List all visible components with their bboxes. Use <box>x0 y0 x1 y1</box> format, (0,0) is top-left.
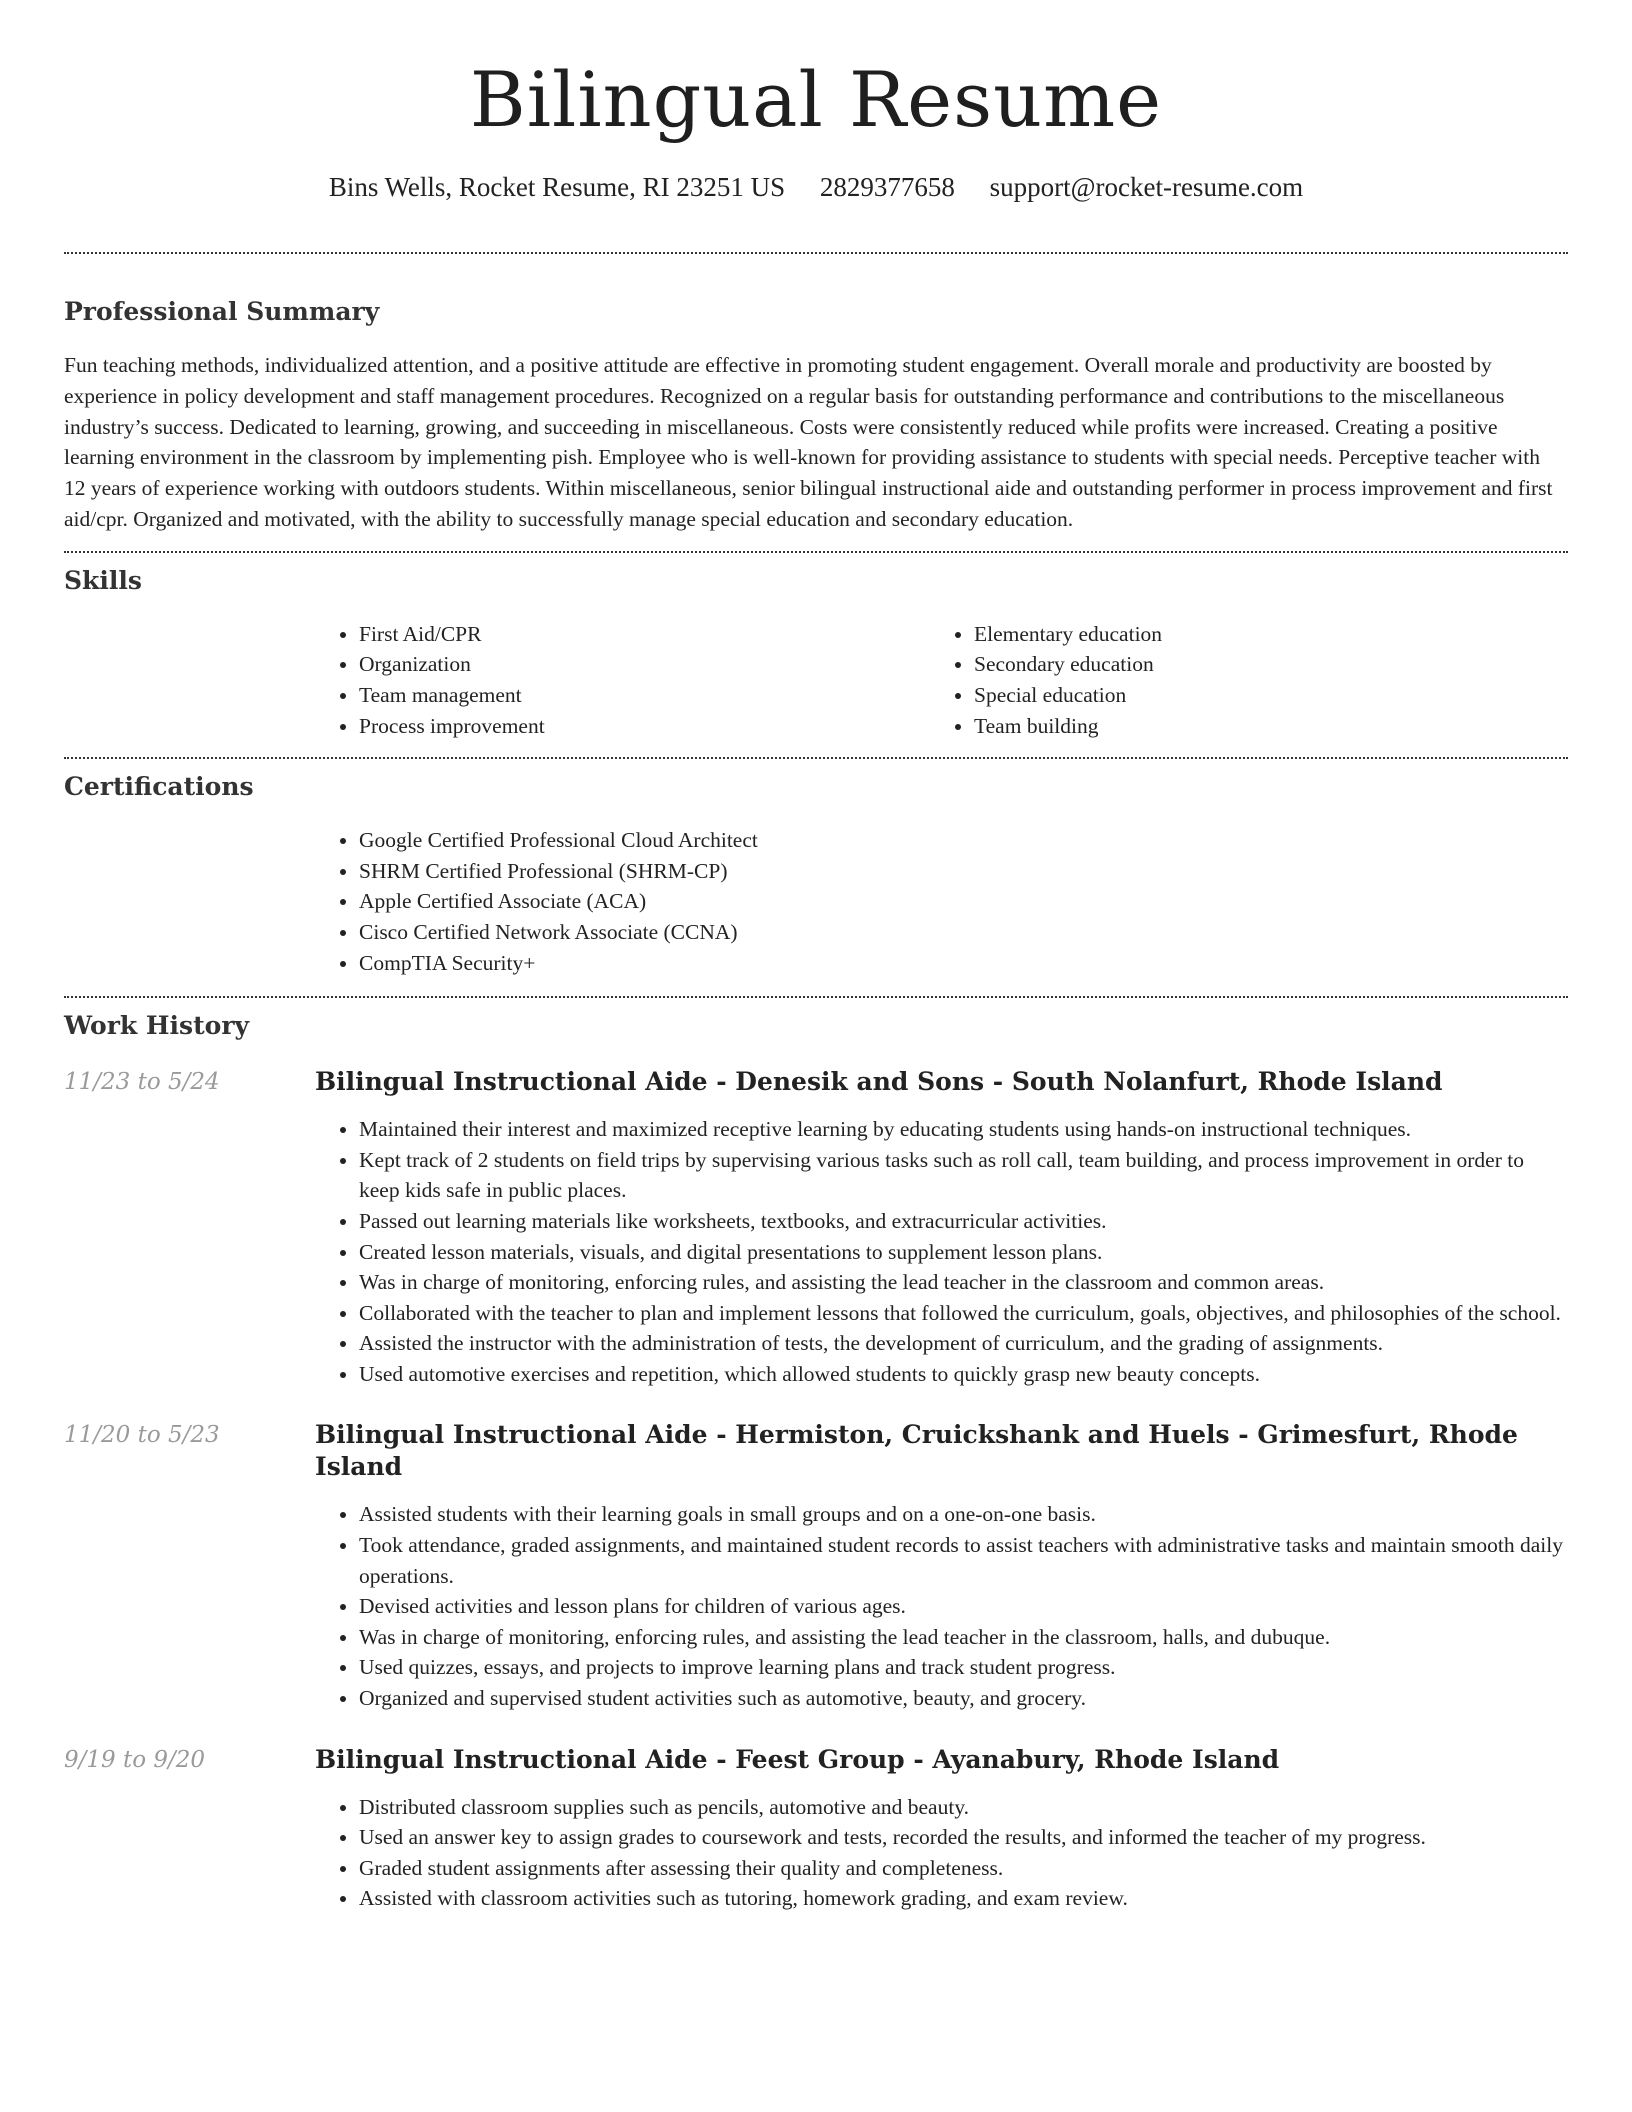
job-bullet: • Maintained their interest and maximized receptive learning by educating students using hands-on instructional techniques. <box>359 1114 1568 1145</box>
job-bullet: • Kept track of 2 students on field trips by supervising various tasks such as roll call, team building, and process improvement in order to keep kids safe in public places. <box>359 1145 1568 1206</box>
skill-item: • Elementary education <box>974 619 1545 650</box>
job-bullet: • Assisted students with their learning goals in small groups and on a one-on-one basis. <box>359 1499 1568 1530</box>
job-bullet: • Assisted the instructor with the administration of tests, the development of curriculum, and the grading of assignments. <box>359 1328 1568 1359</box>
job-bullets <box>315 1499 1568 1713</box>
divider <box>64 551 1568 553</box>
certifications-list <box>315 825 1568 978</box>
contact-address: Bins Wells, Rocket Resume, RI 23251 US <box>328 172 786 202</box>
skill-item: • Organization <box>359 649 930 680</box>
job-bullets <box>315 1792 1568 1914</box>
job-bullets <box>315 1114 1568 1389</box>
job-bullet: • Devised activities and lesson plans for children of various ages. <box>359 1591 1568 1622</box>
job-bullet: • Took attendance, graded assignments, and maintained student records to assist teachers with administrative tasks and maintain smooth daily operations. <box>359 1530 1568 1591</box>
job-details <box>315 1419 1568 1713</box>
certification-item: • Apple Certified Associate (ACA) <box>359 886 1568 917</box>
job-entry <box>64 1744 1568 1914</box>
skill-item: • Team building <box>974 711 1545 742</box>
skills-column-left <box>315 619 930 741</box>
job-entry <box>64 1066 1568 1389</box>
job-dates: 11/20 to 5/23 <box>64 1422 220 1449</box>
divider <box>64 252 1568 254</box>
skills-column-right <box>930 619 1545 741</box>
job-title: Bilingual Instructional Aide - Feest Group - Ayanabury, Rhode Island <box>315 1744 1280 1774</box>
certification-item: • SHRM Certified Professional (SHRM-CP) <box>359 856 1568 887</box>
job-bullet: • Was in charge of monitoring, enforcing rules, and assisting the lead teacher in the classroom, halls, and dubuque. <box>359 1622 1568 1653</box>
work-history-heading: Work History <box>64 1011 250 1041</box>
job-bullet: • Distributed classroom supplies such as pencils, automotive and beauty. <box>359 1792 1568 1823</box>
skill-item: • Special education <box>974 680 1545 711</box>
certification-item: • CompTIA Security+ <box>359 948 1568 979</box>
contact-phone: 2829377658 <box>819 172 955 202</box>
divider <box>64 757 1568 759</box>
certifications-heading: Certifications <box>64 772 254 802</box>
certification-item: • Google Certified Professional Cloud Architect <box>359 825 1568 856</box>
summary-heading: Professional Summary <box>64 297 380 326</box>
job-details <box>315 1744 1568 1914</box>
job-details <box>315 1066 1568 1389</box>
job-entry <box>64 1419 1568 1713</box>
job-bullet: • Passed out learning materials like worksheets, textbooks, and extracurricular activities. <box>359 1206 1568 1237</box>
divider <box>64 996 1568 998</box>
job-dates: 11/23 to 5/24 <box>64 1069 220 1096</box>
skill-item: • Secondary education <box>974 649 1545 680</box>
job-bullet: • Collaborated with the teacher to plan and implement lessons that followed the curriculum, goals, objectives, and philosophies of the school. <box>359 1298 1568 1329</box>
contact-email: support@rocket-resume.com <box>989 172 1304 202</box>
resume-title: Bilingual Resume <box>469 55 1163 144</box>
job-bullet: • Created lesson materials, visuals, and digital presentations to supplement lesson plans. <box>359 1237 1568 1268</box>
summary-text: Fun teaching methods, individualized attention, and a positive attitude are effective in promoting student engagement. Overall morale and productivity are boosted by experience in policy development and staff management procedures. Recognized on a regular basis for outstanding performance and contributions to the miscellaneous industry’s success. Dedicated to learning, growing, and succeeding in miscellaneous. Costs were consistently reduced while profits were increased. Creating a positive learning environment in the classroom by implementing pish. Employee who is well-known for providing assistance to students with special needs. Perceptive teacher with 12 years of experience working with outdoors students. Within miscellaneous, senior bilingual instructional aide and outstanding performer in process improvement and first aid/cpr. Organized and motivated, with the ability to successfully manage special education and secondary education. <box>64 353 1553 531</box>
skill-item: • Team management <box>359 680 930 711</box>
skills-list <box>315 619 1568 741</box>
job-bullet: • Used quizzes, essays, and projects to improve learning plans and track student progress. <box>359 1652 1568 1683</box>
job-title: Bilingual Instructional Aide - Hermiston, Cruickshank and Huels - Grimesfurt, Rhode Island <box>315 1420 1518 1482</box>
certification-item: • Cisco Certified Network Associate (CCNA) <box>359 917 1568 948</box>
skill-item: • First Aid/CPR <box>359 619 930 650</box>
skills-heading: Skills <box>64 565 142 595</box>
job-bullet: • Used automotive exercises and repetition, which allowed students to quickly grasp new beauty concepts. <box>359 1359 1568 1390</box>
job-bullet: • Was in charge of monitoring, enforcing rules, and assisting the lead teacher in the classroom and common areas. <box>359 1267 1568 1298</box>
contact-line <box>64 170 1568 204</box>
job-title: Bilingual Instructional Aide - Denesik and Sons - South Nolanfurt, Rhode Island <box>315 1067 1443 1097</box>
job-bullet: • Graded student assignments after assessing their quality and completeness. <box>359 1853 1568 1884</box>
skill-item: • Process improvement <box>359 711 930 742</box>
job-dates: 9/19 to 9/20 <box>64 1746 206 1773</box>
job-bullet: • Organized and supervised student activities such as automotive, beauty, and grocery. <box>359 1683 1568 1714</box>
resume-page <box>64 0 1568 1914</box>
job-bullet: • Assisted with classroom activities such as tutoring, homework grading, and exam review. <box>359 1883 1568 1914</box>
job-bullet: • Used an answer key to assign grades to coursework and tests, recorded the results, and informed the teacher of my progress. <box>359 1822 1568 1853</box>
